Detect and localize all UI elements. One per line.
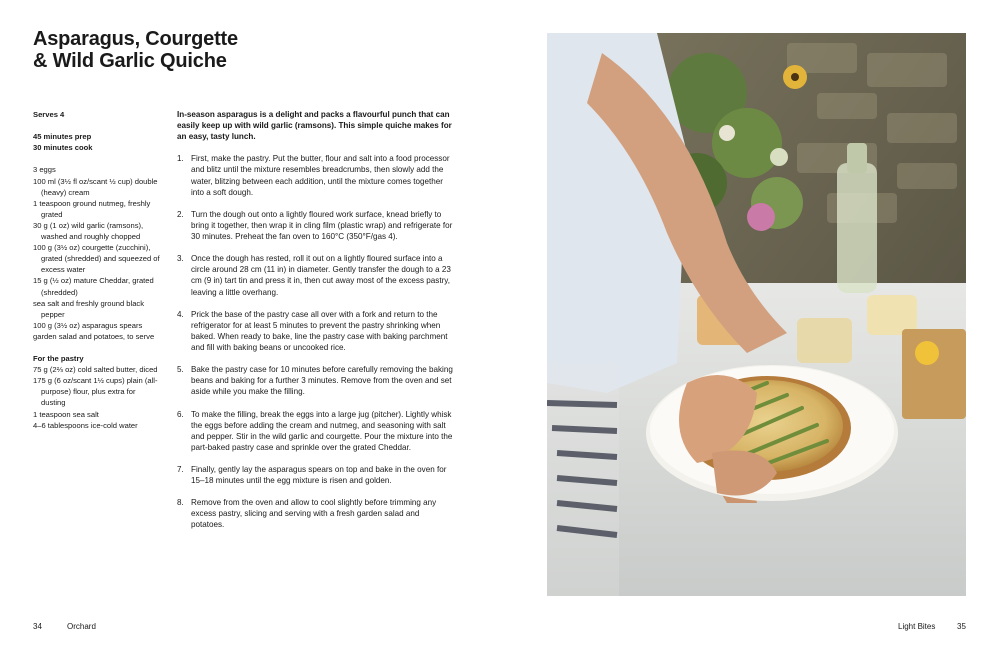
footer-right-section: Light Bites xyxy=(898,622,936,631)
ingredient-item: 4–6 tablespoons ice-cold water xyxy=(33,420,138,430)
ingredients-spacer xyxy=(33,153,161,164)
ingredient-item: 100 g (3½ oz) asparagus spears xyxy=(33,320,143,330)
ingredient-item: 175 g (6 oz/scant 1½ cups) plain (all-purpose) flour, plus extra for dusting xyxy=(33,376,158,408)
method-section xyxy=(177,109,454,542)
quiche-photo-illustration xyxy=(547,33,966,596)
footer-left-page-number: 34 xyxy=(33,622,42,631)
method-step-number: 3. xyxy=(177,254,184,264)
method-step xyxy=(177,253,454,297)
ingredient-item: sea salt and freshly ground black pepper xyxy=(33,298,145,319)
ingredient-item: 3 eggs xyxy=(33,165,56,175)
quiche-photo xyxy=(547,33,966,596)
ingredients-spacer xyxy=(33,342,161,353)
ingredient-item: 100 ml (3½ fl oz/scant ½ cup) double (heavy) cream xyxy=(33,176,158,197)
recipe-title-line-2: & Wild Garlic Quiche xyxy=(33,50,227,72)
method-step xyxy=(177,209,454,242)
ingredients-heading: 30 minutes cook xyxy=(33,143,93,153)
method-step-text: Finally, gently lay the asparagus spears on top and bake in the oven for 15–18 minutes until the egg mixture is risen and golden. xyxy=(191,465,447,486)
ingredient-item: 15 g (½ oz) mature Cheddar, grated (shredded) xyxy=(33,276,154,297)
method-step-number: 6. xyxy=(177,409,184,419)
ingredient-item: 1 teaspoon ground nutmeg, freshly grated xyxy=(33,198,151,219)
ingredient-item: 1 teaspoon sea salt xyxy=(33,409,99,419)
ingredients-list xyxy=(33,109,161,431)
method-step xyxy=(177,497,454,530)
method-step-text: Bake the pastry case for 10 minutes before carefully removing the baking beans and baking for a further 3 minutes. Remove from the oven and set aside while you make the filling. xyxy=(191,365,453,397)
method-step-number: 5. xyxy=(177,365,184,375)
ingredients-heading: Serves 4 xyxy=(33,110,65,119)
ingredient-item: 75 g (2⅔ oz) cold salted butter, diced xyxy=(33,365,158,375)
method-step-number: 2. xyxy=(177,209,184,219)
method-step-text: Turn the dough out onto a lightly floured work surface, knead briefly to bring it together, then wrap it in cling film (plastic wrap) and refrigerate for 30 minutes. Preheat the fan oven to 160°C (350°F/gas 4). xyxy=(191,209,453,242)
method-step-text: Remove from the oven and allow to cool slightly before trimming any excess pastry, slicing and serving with a fresh garden salad and potatoes. xyxy=(191,498,437,530)
method-step xyxy=(177,309,454,353)
footer-right-page-number: 35 xyxy=(957,622,966,631)
ingredients-heading: For the pastry xyxy=(33,354,84,364)
recipe-title xyxy=(33,28,238,72)
ingredient-item: 100 g (3½ oz) courgette (zucchini), grated (shredded) and squeezed of excess water xyxy=(33,243,160,275)
method-steps xyxy=(177,153,454,530)
method-step-text: To make the filling, break the eggs into a large jug (pitcher). Lightly whisk the eggs before adding the cream and nutmeg, and seasoning with salt and pepper. Stir in the wild garlic and courgette. Pour the mixture into the part-baked pastry case and sprinkle over the grated Cheddar. xyxy=(191,409,453,452)
method-step-number: 8. xyxy=(177,498,184,508)
method-step-number: 7. xyxy=(177,465,184,474)
method-step-text: Once the dough has rested, roll it out on a lightly floured surface into a circle around 28 cm (11 in) in diameter. Gently transfer the dough to a 23 cm (9 in) tart tin and press it in, then cut away most of the excess pastry, leaving a little overhang. xyxy=(191,254,451,297)
method-step-number: 4. xyxy=(177,309,184,319)
method-step xyxy=(177,464,454,486)
method-step-text: Prick the base of the pastry case all over with a fork and return to the refrigerator for at least 5 minutes to prevent the pastry shrinking when baked. When ready to bake, line the pastry case with baking parchment and fill with baking beans or uncooked rice. xyxy=(191,309,448,352)
recipe-title-line-1: Asparagus, Courgette xyxy=(33,28,238,50)
ingredient-item: 30 g (1 oz) wild garlic (ramsons), washed and roughly chopped xyxy=(33,220,144,242)
method-step xyxy=(177,409,454,453)
ingredient-item: garden salad and potatoes, to serve xyxy=(33,331,155,341)
ingredients-heading: 45 minutes prep xyxy=(33,132,92,142)
footer-left-section: Orchard xyxy=(67,622,96,631)
ingredients-spacer xyxy=(33,120,161,131)
recipe-intro: In-season asparagus is a delight and packs a flavourful punch that can easily keep up with wild garlic (ramsons). This simple quiche makes for an easy, tasty lunch. xyxy=(177,110,452,142)
method-step xyxy=(177,364,454,397)
method-step-number: 1. xyxy=(177,154,184,164)
method-step xyxy=(177,153,454,197)
method-step-text: First, make the pastry. Put the butter, flour and salt into a food processor and blitz until the mixture resembles breadcrumbs, then slowly add the water, blitzing between each addition, until the mixture comes together into a soft dough. xyxy=(191,154,450,197)
